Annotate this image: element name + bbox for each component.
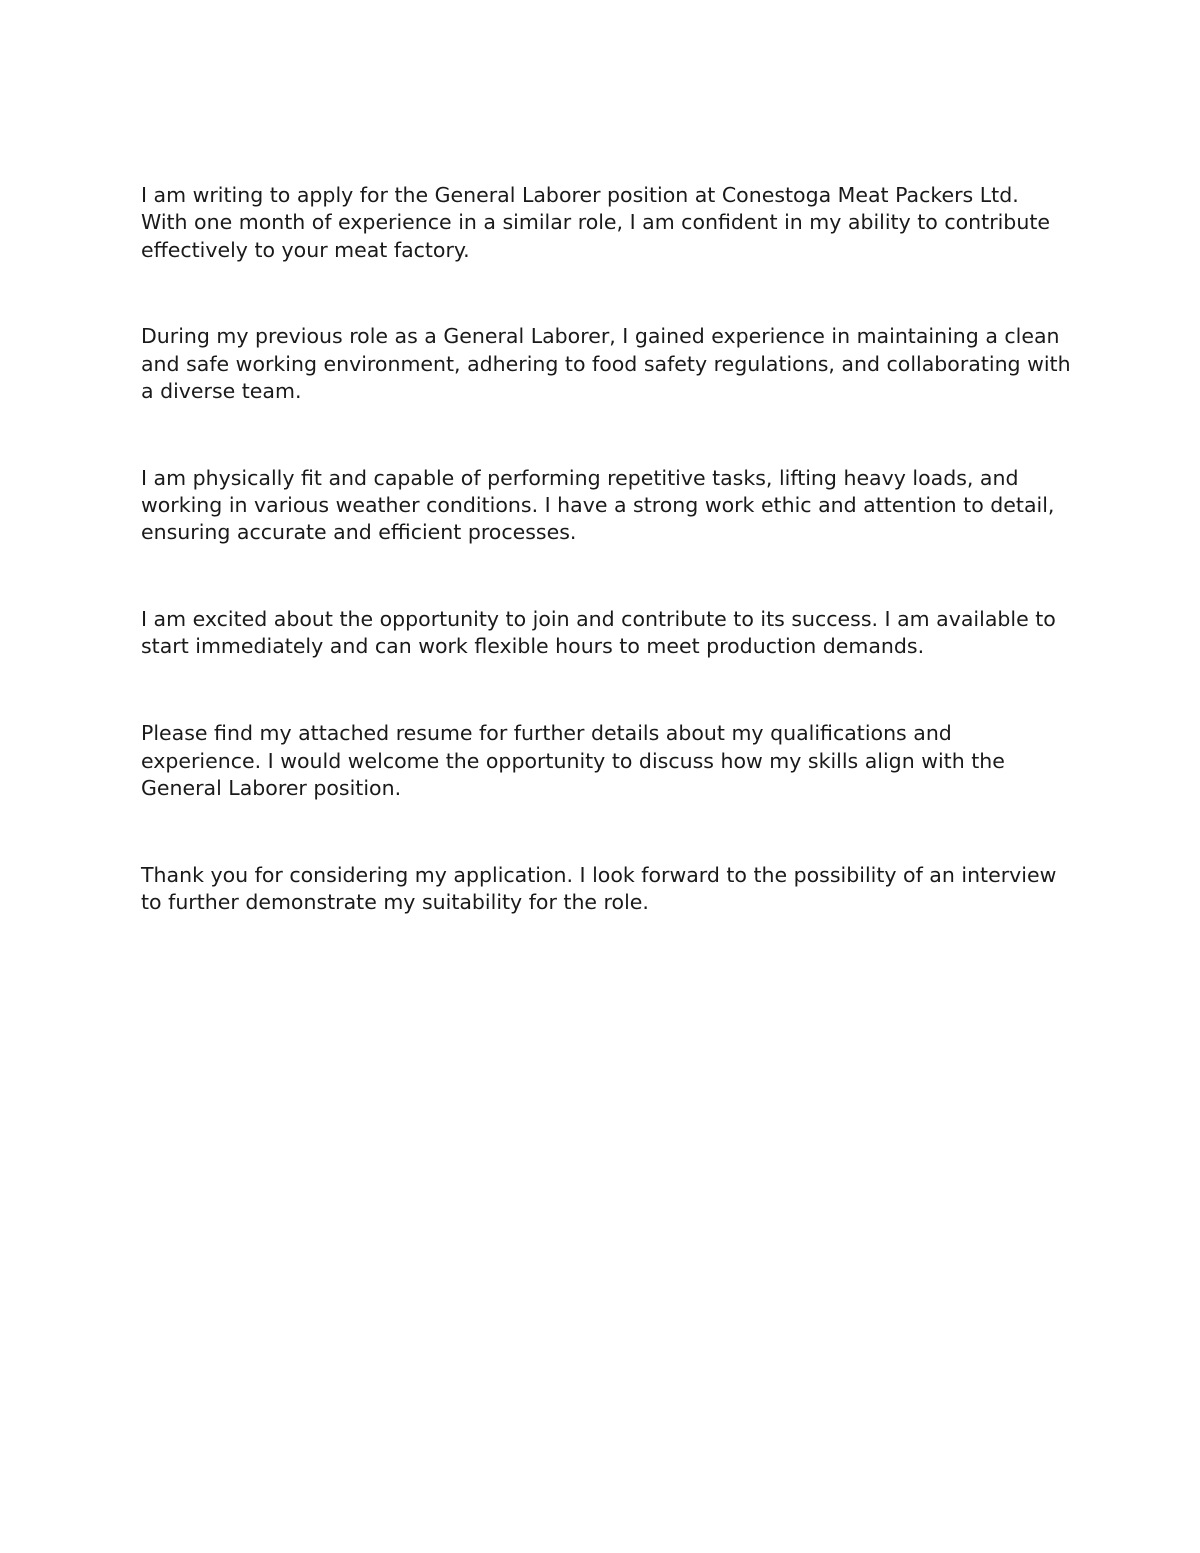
letter-paragraph-resume: Please find my attached resume for further details about my qualifications and experience. I would welcome the opportunity to discuss how my skills align with the General Laborer position. [141, 721, 1005, 800]
letter-paragraph-availability: I am excited about the opportunity to join and contribute to its success. I am available to start immediately and can work flexible hours to meet production demands. [141, 607, 1056, 659]
cover-letter-body [141, 182, 1071, 916]
letter-paragraph-closing: Thank you for considering my application. I look forward to the possibility of an interview to further demonstrate my suitability for the role. [141, 862, 1057, 914]
letter-paragraph-abilities: I am physically fit and capable of performing repetitive tasks, lifting heavy loads, and working in various weather conditions. I have a strong work ethic and attention to detail, ensuring accurate and efficient processes. [141, 465, 1055, 545]
letter-paragraph-intro: I am writing to apply for the General Laborer position at Conestoga Meat Packers Ltd. With one month of experience in a similar role, I am confident in my ability to contribute effectively to your meat factory. [141, 183, 1050, 262]
letter-paragraph-experience: During my previous role as a General Laborer, I gained experience in maintaining a clean and safe working environment, adhering to food safety regulations, and collaborating with a diverse team. [141, 324, 1071, 403]
